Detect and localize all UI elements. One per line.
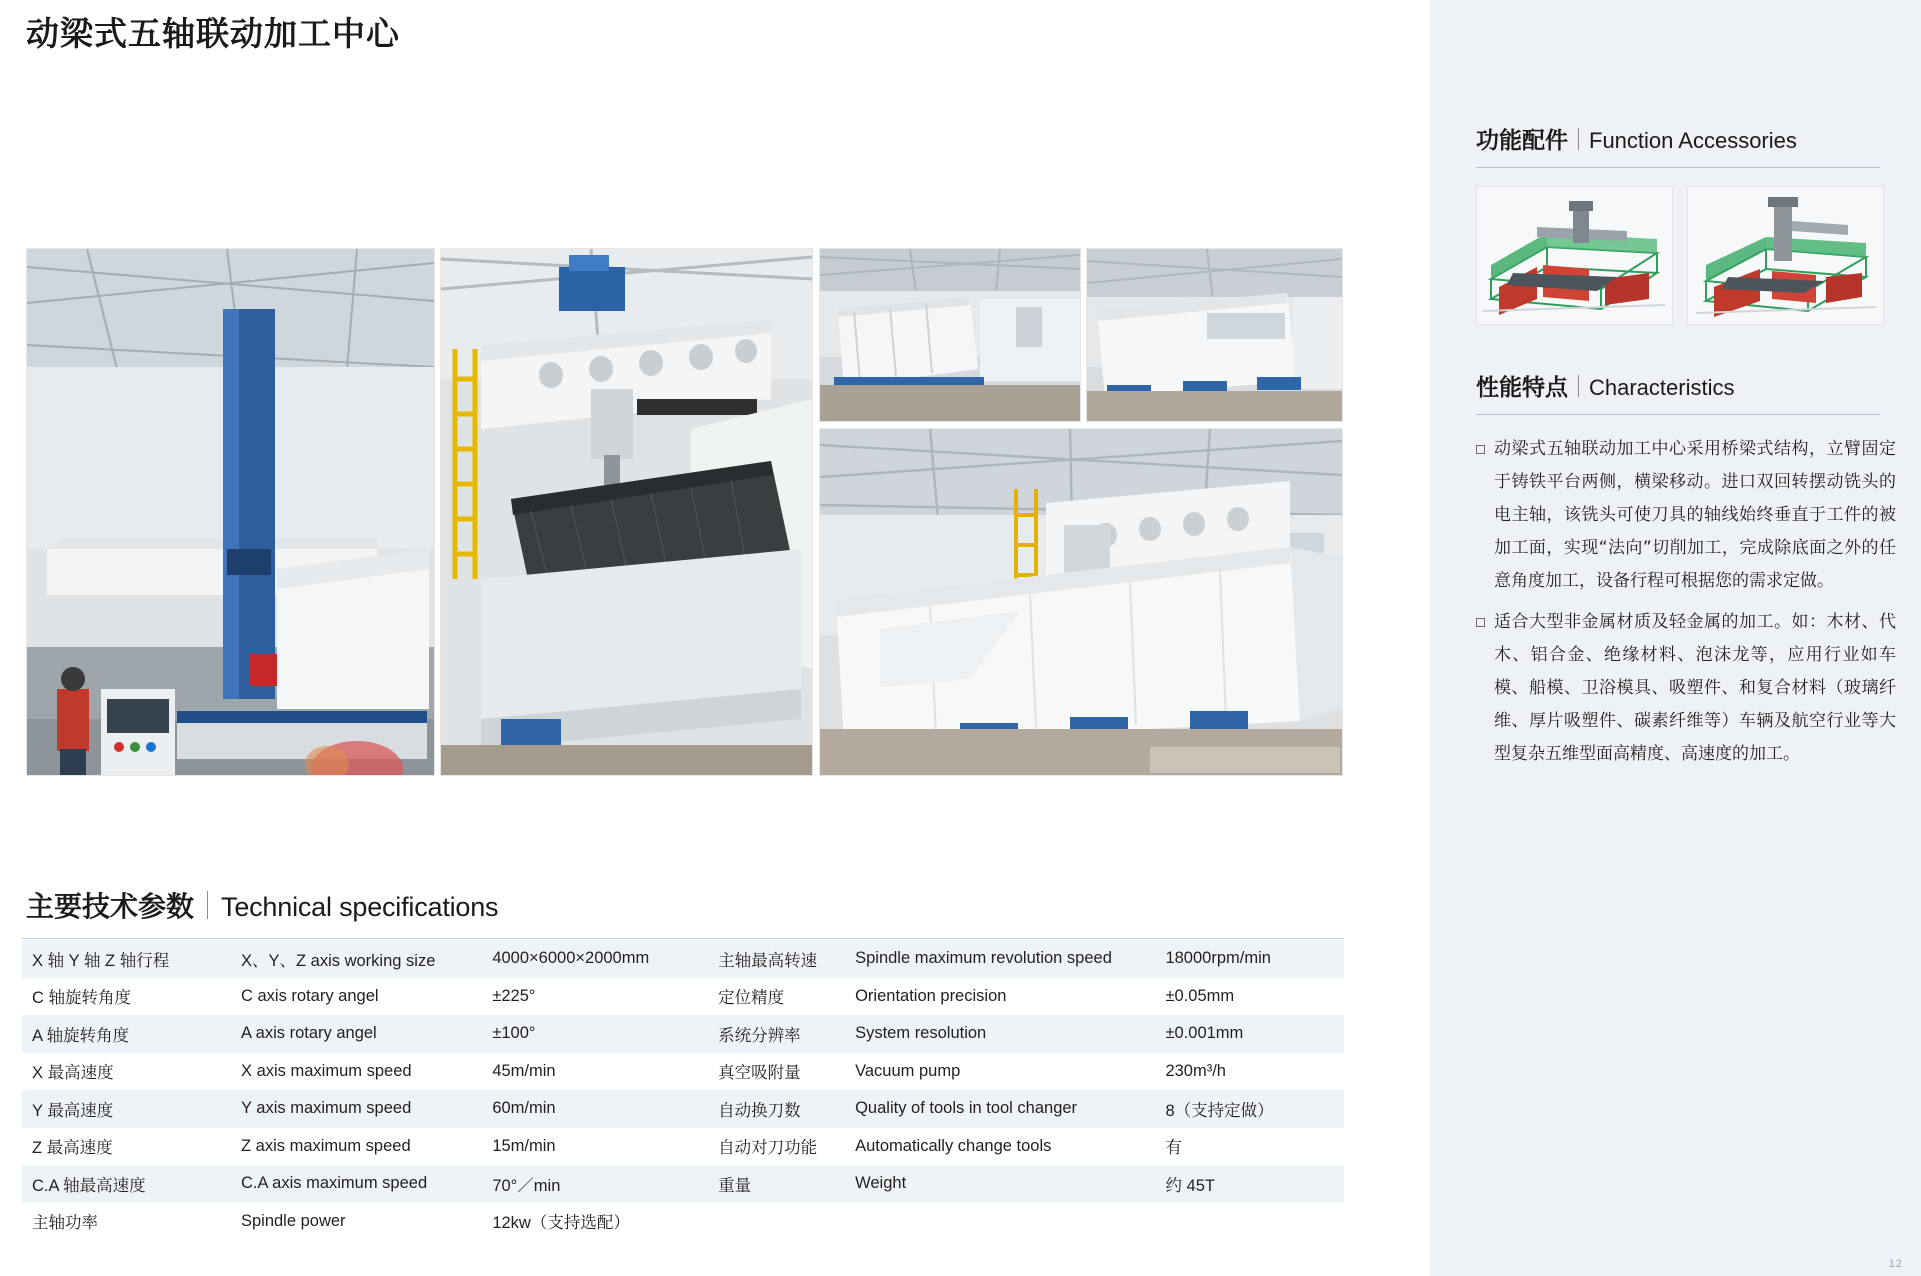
table-row — [22, 1090, 1344, 1128]
cell-en-left: C axis rotary angel — [240, 986, 379, 1005]
cell-val-right: 约 45T — [1155, 1165, 1344, 1203]
table-row — [22, 978, 1344, 1016]
cell-cn-left: C.A 轴最高速度 — [22, 1165, 231, 1203]
cell-cn-right: 自动对刀功能 — [718, 1139, 818, 1158]
table-row — [22, 1015, 1344, 1053]
specs-table-top-rule — [22, 938, 1344, 939]
cell-cn-left: X 最高速度 — [32, 1064, 114, 1083]
cell-cn-left: 主轴功率 — [32, 1214, 98, 1233]
cell-val-left: 12kw（支持选配） — [492, 1214, 630, 1233]
accessories-heading-en: Function Accessories — [1589, 128, 1797, 153]
specs-heading-cn: 主要技术参数 — [26, 890, 195, 923]
table-row — [22, 940, 1344, 978]
cell-cn-left: X 轴 Y 轴 Z 轴行程 — [22, 940, 231, 978]
characteristics-heading-cn: 性能特点 — [1476, 375, 1568, 401]
photo-enclosed-machine-side — [1086, 248, 1343, 422]
heading-divider — [1578, 375, 1579, 397]
cell-en-right: Quality of tools in tool changer — [845, 1090, 1155, 1128]
cell-val-left: ±100° — [482, 1015, 708, 1053]
cell-cn-right: 自动换刀数 — [708, 1090, 845, 1128]
cell-en-right: System resolution — [845, 1015, 1155, 1053]
accessory-render-enclosure-right — [1687, 186, 1884, 325]
heading-divider — [207, 891, 208, 919]
cell-cn-left: A 轴旋转角度 — [22, 1015, 231, 1053]
cell-en-right: Orientation precision — [855, 986, 1007, 1005]
cell-val-right — [1155, 1203, 1344, 1241]
technical-specifications-heading — [26, 885, 498, 925]
cell-val-right: 8（支持定做） — [1155, 1090, 1344, 1128]
cell-en-right: Vacuum pump — [855, 1061, 961, 1080]
accessories-heading-cn: 功能配件 — [1476, 128, 1568, 154]
cell-val-left: 4000×6000×2000mm — [482, 940, 708, 978]
photo-full-enclosure-machine — [819, 428, 1343, 776]
cell-en-right: Weight — [845, 1165, 1155, 1203]
cell-en-right — [845, 1203, 1155, 1241]
cell-en-right: Automatically change tools — [855, 1136, 1052, 1155]
cell-val-right: 230m³/h — [1165, 1061, 1226, 1080]
cell-cn-right: 重量 — [708, 1165, 845, 1203]
accessory-render-enclosure-left — [1476, 186, 1673, 325]
cell-cn-left: Z 最高速度 — [32, 1139, 113, 1158]
cell-en-left: X、Y、Z axis working size — [231, 940, 482, 978]
table-row — [22, 1203, 1344, 1241]
page-number: 12 — [1888, 1258, 1903, 1270]
section-rule — [1476, 167, 1880, 168]
cell-en-left: Z axis maximum speed — [240, 1136, 411, 1155]
characteristics-heading — [1476, 369, 1896, 402]
list-item: 动梁式五轴联动加工中心采用桥梁式结构，立臂固定于铸铁平台两侧，横梁移动。进口双回转摆动铣头的电主轴，该铣头可使刀具的轴线始终垂直于工件的被加工面，实现“法向”切削加工，完成除底面之外的任意角度加工，设备行程可根据您的需求定做。 — [1476, 433, 1896, 598]
cell-en-left: A axis rotary angel — [231, 1015, 482, 1053]
function-accessories-heading — [1476, 122, 1896, 155]
sidebar-panel — [1430, 0, 1921, 1276]
heading-divider — [1578, 128, 1579, 150]
photo-machine-frame-workshop — [819, 248, 1081, 422]
table-row — [22, 1053, 1344, 1091]
cell-val-left: 15m/min — [492, 1136, 556, 1155]
photo-gantry-worktable — [440, 248, 813, 776]
cell-val-right: 18000rpm/min — [1155, 940, 1344, 978]
section-rule — [1476, 414, 1880, 415]
photo-machine-overview-operator — [26, 248, 435, 776]
cell-val-right: ±0.001mm — [1155, 1015, 1344, 1053]
cell-en-left: X axis maximum speed — [240, 1061, 412, 1080]
list-item: 适合大型非金属材质及轻金属的加工。如：木材、代木、铝合金、绝缘材料、泡沫龙等，应用行业如车模、船模、卫浴模具、吸塑件、和复合材料（玻璃纤维、厚片吸塑件、碳素纤维等）车辆及航空行业等大型复杂五维型面高精度、高速度的加工。 — [1476, 606, 1896, 771]
cell-cn-left: Y 最高速度 — [22, 1090, 231, 1128]
cell-cn-right: 真空吸附量 — [718, 1064, 801, 1083]
cell-en-left: C.A axis maximum speed — [231, 1165, 482, 1203]
cell-val-left: 70°／min — [482, 1165, 708, 1203]
specs-heading-en: Technical specifications — [221, 892, 499, 922]
photo-gallery — [26, 248, 1341, 774]
cell-val-left: 60m/min — [482, 1090, 708, 1128]
technical-specifications-table — [22, 940, 1344, 1240]
cell-val-right: 有 — [1165, 1139, 1182, 1158]
cell-en-left: Spindle power — [240, 1211, 346, 1230]
cell-val-right: ±0.05mm — [1165, 986, 1235, 1005]
table-row — [22, 1128, 1344, 1166]
cell-en-left: Y axis maximum speed — [231, 1090, 482, 1128]
accessory-image-row — [1476, 186, 1896, 325]
characteristics-list — [1476, 433, 1896, 771]
cell-val-left: 45m/min — [492, 1061, 556, 1080]
cell-cn-right: 系统分辨率 — [708, 1015, 845, 1053]
characteristics-heading-en: Characteristics — [1589, 375, 1735, 400]
cell-cn-right — [708, 1203, 845, 1241]
table-row — [22, 1165, 1344, 1203]
cell-cn-right: 定位精度 — [718, 989, 785, 1008]
cell-cn-right: 主轴最高转速 — [708, 940, 845, 978]
cell-en-right: Spindle maximum revolution speed — [845, 940, 1155, 978]
cell-cn-left: C 轴旋转角度 — [32, 989, 131, 1008]
page-title: 动梁式五轴联动加工中心 — [26, 14, 400, 53]
cell-val-left: ±225° — [492, 986, 536, 1005]
